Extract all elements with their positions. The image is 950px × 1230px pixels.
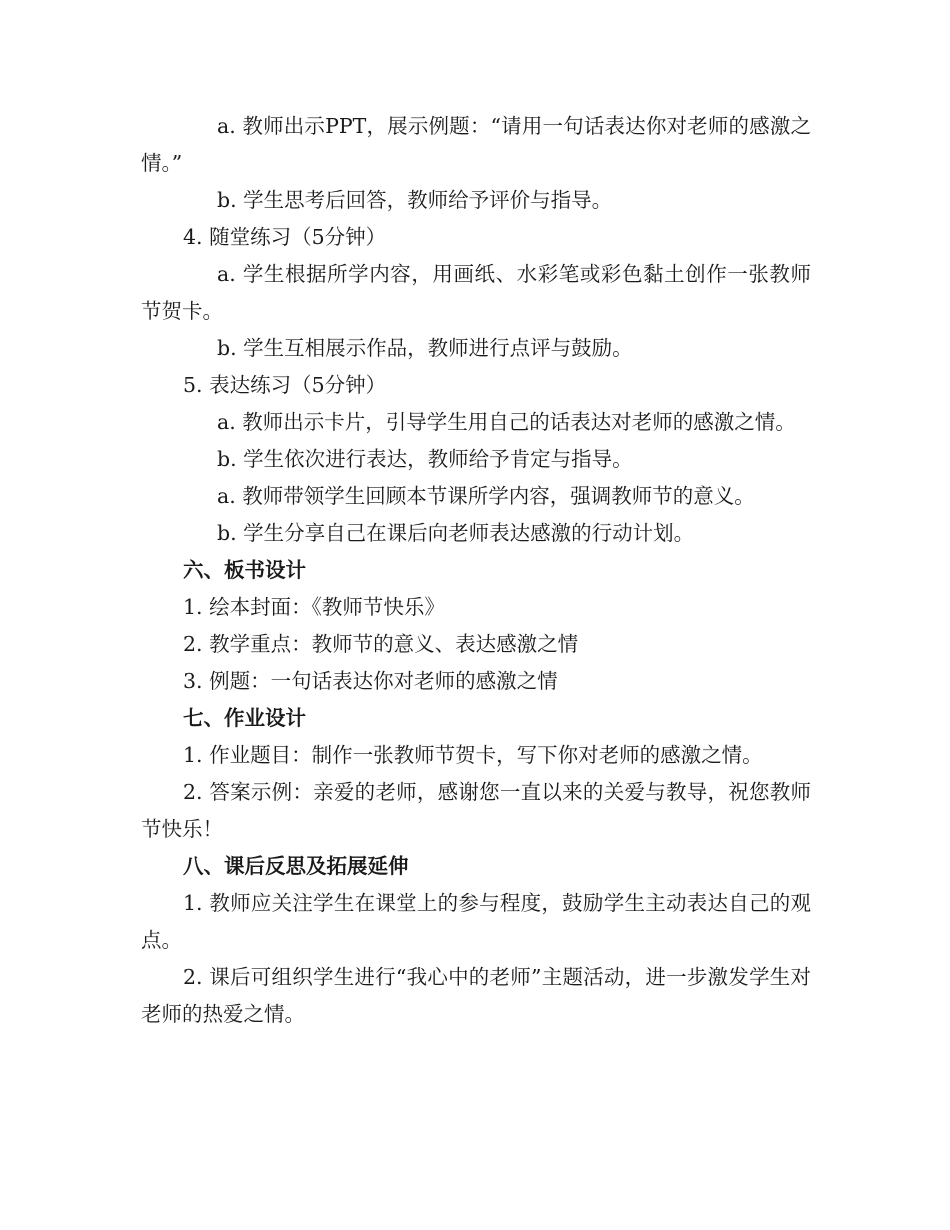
board-item-1: 1. 绘本封面：《教师节快乐》 bbox=[183, 595, 445, 619]
step-4b-show-work: b. 学生互相展示作品，教师进行点评与鼓励。 bbox=[217, 336, 633, 360]
step-4-title: 4. 随堂练习（5分钟） bbox=[183, 225, 387, 249]
board-item-3: 3. 例题：一句话表达你对老师的感激之情 bbox=[183, 669, 558, 693]
homework-item-1: 1. 作业题目：制作一张教师节贺卡，写下你对老师的感激之情。 bbox=[183, 743, 763, 767]
section-6-heading: 六、板书设计 bbox=[183, 558, 306, 582]
summary-a-review: a. 教师带领学生回顾本节课所学内容，强调教师节的意义。 bbox=[217, 484, 755, 508]
step-5a-cards: a. 教师出示卡片，引导学生用自己的话表达对老师的感激之情。 bbox=[217, 410, 796, 434]
step-3b-answer: b. 学生思考后回答，教师给予评价与指导。 bbox=[217, 188, 613, 212]
step-5b-express: b. 学生依次进行表达，教师给予肯定与指导。 bbox=[217, 447, 633, 471]
step-3a-example: a. 教师出示PPT，展示例题：“请用一句话表达你对老师的感激之情。” bbox=[141, 114, 811, 175]
board-item-2: 2. 教学重点：教师节的意义、表达感激之情 bbox=[183, 632, 579, 656]
step-5-title: 5. 表达练习（5分钟） bbox=[183, 373, 387, 397]
homework-item-2: 2. 答案示例：亲爱的老师，感谢您一直以来的关爱与教导，祝您教师节快乐！ bbox=[141, 780, 811, 841]
section-7-heading: 七、作业设计 bbox=[183, 706, 306, 730]
step-4a-create-card: a. 学生根据所学内容，用画纸、水彩笔或彩色黏土创作一张教师节贺卡。 bbox=[141, 262, 811, 323]
section-8-heading: 八、课后反思及拓展延伸 bbox=[183, 854, 409, 878]
reflection-item-2: 2. 课后可组织学生进行“我心中的老师”主题活动，进一步激发学生对老师的热爱之情。 bbox=[141, 965, 811, 1026]
summary-b-share: b. 学生分享自己在课后向老师表达感激的行动计划。 bbox=[217, 521, 695, 545]
document-body bbox=[141, 108, 811, 1033]
reflection-item-1: 1. 教师应关注学生在课堂上的参与程度，鼓励学生主动表达自己的观点。 bbox=[141, 891, 811, 952]
